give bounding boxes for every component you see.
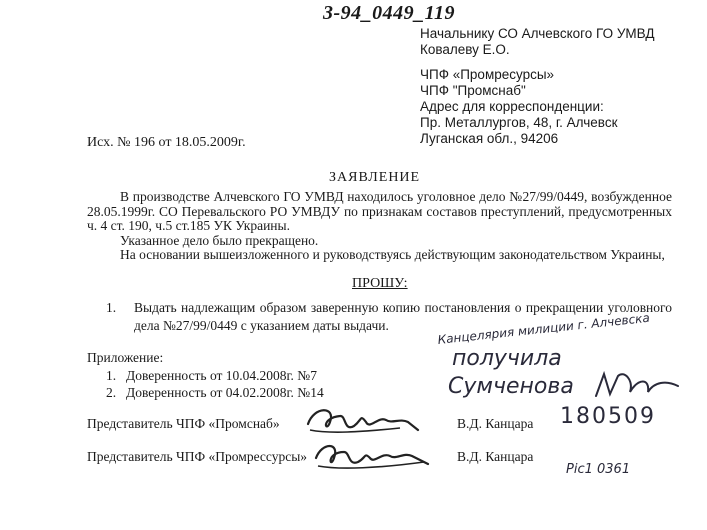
attachment-item (106, 385, 324, 401)
attachment-number: 1. (106, 368, 117, 383)
paragraph-1: В производстве Алчевского ГО УМВД находилось уголовное дело №27/99/0449, возбужденное 28.05.1999г. СО Перевальского РО УМВДУ по признакам составов преступлений, предусмотренных ч. 4 ст. 190, ч.5 ст.185 УК Украины. (87, 189, 672, 234)
request-heading: ПРОШУ: (352, 276, 408, 291)
handwritten-received: получила (452, 346, 562, 371)
initials-scribble (596, 374, 678, 396)
signature-role-2: Представитель ЧПФ «Промрессурсы» (87, 449, 308, 464)
signature-name-1: В.Д. Канцара (457, 416, 534, 431)
attachment-text: Доверенность от 04.02.2008г. №14 (126, 385, 324, 400)
sender-line-1: ЧПФ «Промресурсы» (420, 67, 555, 82)
attachment-number: 2. (106, 385, 117, 400)
handwritten-name: Сумченова (448, 374, 574, 399)
signature-scribble-1 (308, 410, 418, 430)
paragraph-2: Указанное дело было прекращено. (120, 232, 319, 248)
paragraph-3: На основании вышеизложенного и руководствуясь действующим законодательством Украины, (120, 247, 665, 263)
handwritten-initials (590, 366, 685, 406)
sender-line-4: Пр. Металлургов, 48, г. Алчевск (420, 115, 618, 130)
handwritten-date: 180509 (560, 404, 656, 429)
handwritten-signatures (300, 400, 460, 480)
outgoing-number: Исх. № 196 от 18.05.2009г. (87, 135, 246, 150)
signature-scribble-2b (318, 462, 424, 468)
document-title: ЗАЯВЛЕНИЕ (329, 170, 421, 185)
request-number: 1. (106, 300, 117, 315)
reference-number: 3-94_0449_119 (323, 2, 456, 24)
signature-role-1: Представитель ЧПФ «Промснаб» (87, 416, 280, 431)
addressee-line-2: Ковалеву Е.О. (420, 42, 510, 57)
attachments-heading: Приложение: (87, 350, 164, 365)
signature-name-2: В.Д. Канцара (457, 449, 534, 464)
sender-line-2: ЧПФ "Промснаб" (420, 83, 526, 98)
attachment-text: Доверенность от 10.04.2008г. №7 (126, 368, 317, 383)
handwritten-code: Ріс1 0361 (566, 462, 631, 477)
sender-block (420, 67, 617, 147)
attachment-item (106, 368, 317, 384)
request-text: Выдать надлежащим образом заверенную копию постановления о прекращении уголовного дела №27/99/0449 с указанием даты выдачи. (134, 300, 672, 333)
addressee-line-1: Начальнику СО Алчевского ГО УМВД (420, 26, 655, 41)
sender-line-3: Адрес для корреспонденции: (420, 99, 604, 114)
signature-scribble-1b (310, 428, 400, 432)
addressee-block (420, 26, 655, 58)
signature-scribble-2 (316, 446, 428, 464)
sender-line-5: Луганская обл., 94206 (420, 131, 559, 146)
statement-body (87, 190, 672, 263)
handwritten-office-note: Канцелярия милиции г. Алчевска (437, 310, 651, 347)
